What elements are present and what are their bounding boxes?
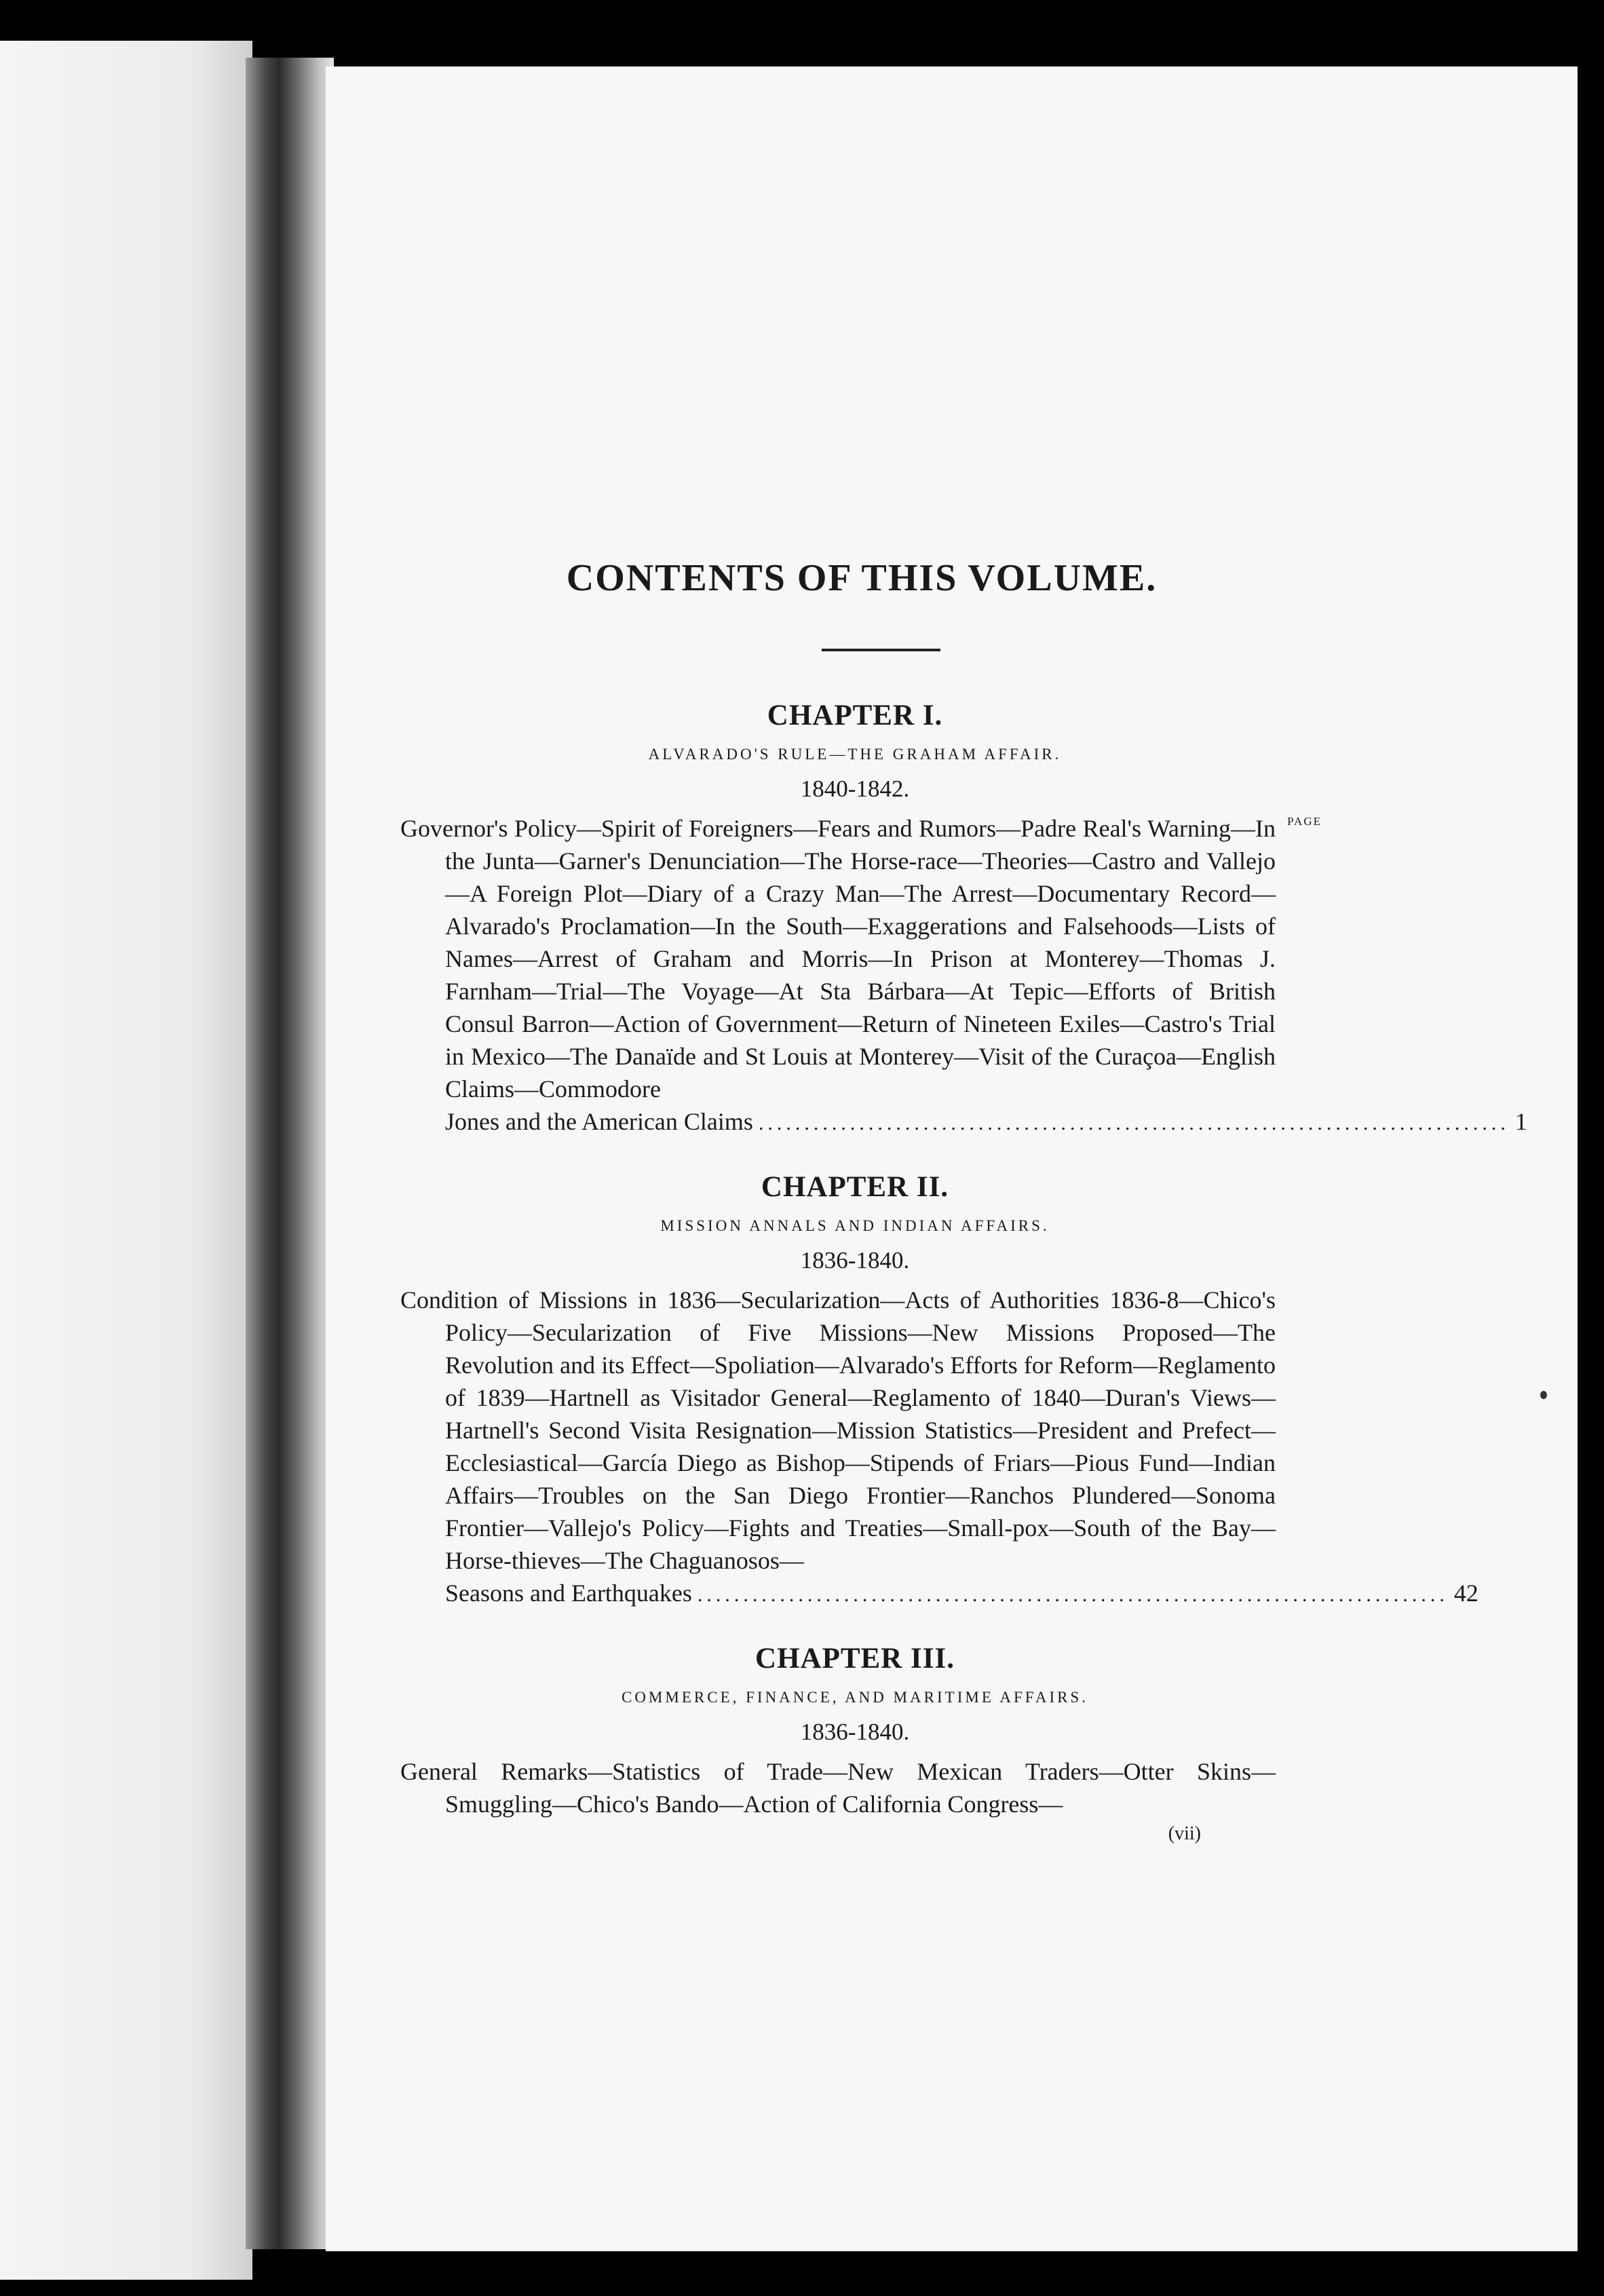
title-rule <box>822 649 940 651</box>
chapter-summary: Governor's Policy—Spirit of Foreigners—Fears and Rumors—Padre Real's Warning—In the Junta—Garner's Denunciation—The Horse-race—Theories—Castro and Vallejo—A Foreign Plot—Diary of a Crazy Man—The Arrest—Documentary Record—Alvarado's Proclamation—In the South—Exaggerations and Falsehoods—Lists of Names—Arrest of Graham and Morris—In Prison at Monterey—Thomas J. Farnham—Trial—The Voyage—At Sta Bárbara—At Tepic—Efforts of British Consul Barron—Action of Government—Return of Nineteen Exiles—Castro's Trial in Mexico—The Danaïde and St Louis at Monterey—Visit of the Curaçoa—English Claims—Commodore <box>400 815 1276 1103</box>
leader-line <box>400 1105 1527 1138</box>
chapter-2 <box>400 1170 1478 1609</box>
chapter-summary: Condition of Missions in 1836—Secularization—Acts of Authorities 1836-8—Chico's Policy—Secularization of Five Missions—New Missions Proposed—The Revolution and its Effect—Spoliation—Alvarado's Efforts for Reform—Reglamento of 1839—Hartnell as Visitador General—Reglamento of 1840—Duran's Views—Hartnell's Second Visita Resignation—Mission Statistics—President and Prefect—Ecclesiastical—García Diego as Bishop—Stipends of Friars—Pious Fund—Indian Affairs—Troubles on the San Diego Frontier—Ranchos Plundered—Sonoma Frontier—Vallejo's Policy—Fights and Treaties—Small-pox—South of the Bay—Horse-thieves—The Chaguanosos— <box>400 1286 1276 1574</box>
book-gutter <box>246 58 334 2249</box>
chapter-heading: CHAPTER II. <box>761 1171 949 1203</box>
chapter-heading: CHAPTER III. <box>755 1643 955 1675</box>
chapter-subtitle: ALVARADO'S RULE—THE GRAHAM AFFAIR. <box>648 746 1062 763</box>
dot-leader: .................................................................................. <box>697 1584 1449 1606</box>
chapter-years: 1840-1842. <box>800 776 910 802</box>
leader-line <box>400 1577 1478 1609</box>
contents <box>400 556 1527 1845</box>
chapter-1 <box>400 699 1527 1138</box>
facing-page <box>0 41 252 2280</box>
chapter-summary: General Remarks—Statistics of Trade—New Mexican Traders—Otter Skins—Smuggling—Chico's Bando—Action of California Congress— <box>400 1758 1276 1818</box>
summary-last-line: Jones and the American Claims <box>445 1108 753 1135</box>
page-number: 1 <box>1514 1108 1527 1135</box>
chapter-subtitle: COMMERCE, FINANCE, AND MARITIME AFFAIRS. <box>621 1689 1088 1706</box>
page-column-label: PAGE <box>1287 815 1322 828</box>
chapter-entry <box>400 812 1527 1138</box>
chapter-years: 1836-1840. <box>800 1247 910 1274</box>
page-title: CONTENTS OF THIS VOLUME. <box>566 557 1158 599</box>
chapter-heading: CHAPTER I. <box>767 700 943 731</box>
chapter-subtitle: MISSION ANNALS AND INDIAN AFFAIRS. <box>660 1217 1050 1234</box>
paper-speck <box>1540 1391 1547 1399</box>
dot-leader: .................................................................................. <box>758 1112 1510 1134</box>
page-number: 42 <box>1453 1580 1478 1607</box>
chapter-3 <box>400 1642 1310 1845</box>
summary-last-line: Seasons and Earthquakes <box>445 1580 692 1607</box>
chapter-entry <box>400 1284 1478 1609</box>
chapter-years: 1836-1840. <box>800 1719 910 1745</box>
chapter-entry <box>400 1755 1310 1820</box>
folio: (vii) <box>1168 1823 1201 1844</box>
